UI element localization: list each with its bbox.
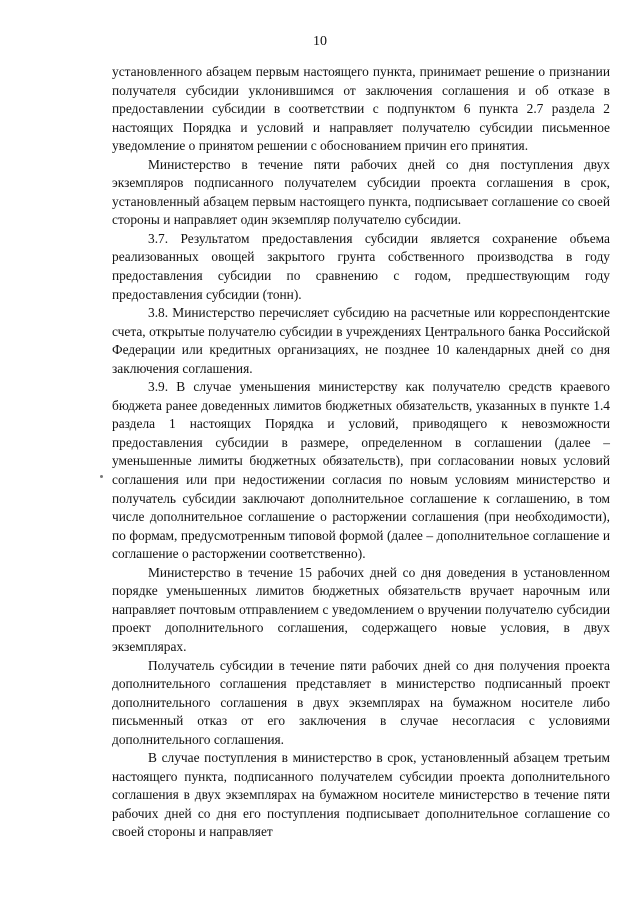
paragraph-ministry-signing: Министерство в течение пяти рабочих дней со дня поступления двух экземпляров подписанного получателем субсидии проекта соглашения в срок, установленный абзацем первым настоящего пункта, подписывает соглашение со своей стороны и направляет один экземпляр получателю субсидии. bbox=[112, 156, 610, 228]
paragraph-continued: установленного абзацем первым настоящего пункта, принимает решение о признании получателя субсидии уклонившимся от заключения соглашения и об отказе в предоставлении субсидии в соответствии с подпунктом 6 пункта 2.7 раздела 2 настоящих Порядка и условий и направляет получателю субсидии письменное уведомление о принятом решении с обоснованием причин его принятия. bbox=[112, 64, 610, 154]
margin-mark bbox=[100, 475, 103, 478]
page-number: 10 bbox=[313, 34, 327, 49]
paragraph-ministry-signs-additional: В случае поступления в министерство в срок, установленный абзацем третьим настоящего пункта, подписанного получателем субсидии проекта дополнительного соглашения в двух экземплярах на бумажном носителе министерство в течение пяти рабочих дней со дня его поступления подписывает дополнительное соглашение со своей стороны и направляет bbox=[112, 750, 610, 840]
paragraph-3-9-reduction: 3.9. В случае уменьшения министерству как получателю средств краевого бюджета ранее доведенных лимитов бюджетных обязательств, указанных в пункте 1.4 раздела 1 настоящих Порядка и условий, приводящего к невозможности предоставления субсидии в размере, определенном в соглашении (далее – уменьшенные лимиты бюджетных обязательств), при согласовании новых условий соглашения или при недостижении согласия по новым условиям министерство и получатель субсидии заключают дополнительное соглашение к соглашению, в том числе дополнительное соглашение о расторжении соглашения (при необходимости), по формам, предусмотренным типовой формой (далее – дополнительное соглашение и соглашение о расторжении соответственно). bbox=[112, 379, 610, 562]
document-body bbox=[112, 63, 610, 842]
paragraph-recipient-response: Получатель субсидии в течение пяти рабочих дней со дня получения проекта дополнительного соглашения представляет в министерство подписанный проект дополнительного соглашения в двух экземплярах на бумажном носителе либо письменный отказ от его заключения в случае несогласия с условиями дополнительного соглашения. bbox=[112, 657, 610, 747]
paragraph-3-8-transfer: 3.8. Министерство перечисляет субсидию на расчетные или корреспондентские счета, открытые получателю субсидии в учреждениях Центрального банка Российской Федерации или кредитных организациях, не позднее 10 календарных дней со дня заключения соглашения. bbox=[112, 305, 610, 376]
paragraph-3-7-result: 3.7. Результатом предоставления субсидии является сохранение объема реализованных овощей закрытого грунта собственного производства в году предоставления субсидии по сравнению с годом, предшествующим году предоставления субсидии (тонн). bbox=[112, 230, 610, 302]
paragraph-ministry-delivery: Министерство в течение 15 рабочих дней со дня доведения в установленном порядке уменьшенных лимитов бюджетных обязательств вручает нарочным или направляет почтовым отправлением с уведомлением о вручении получателю субсидии проект дополнительного соглашения, содержащего новые условия, в двух экземплярах. bbox=[112, 564, 610, 654]
